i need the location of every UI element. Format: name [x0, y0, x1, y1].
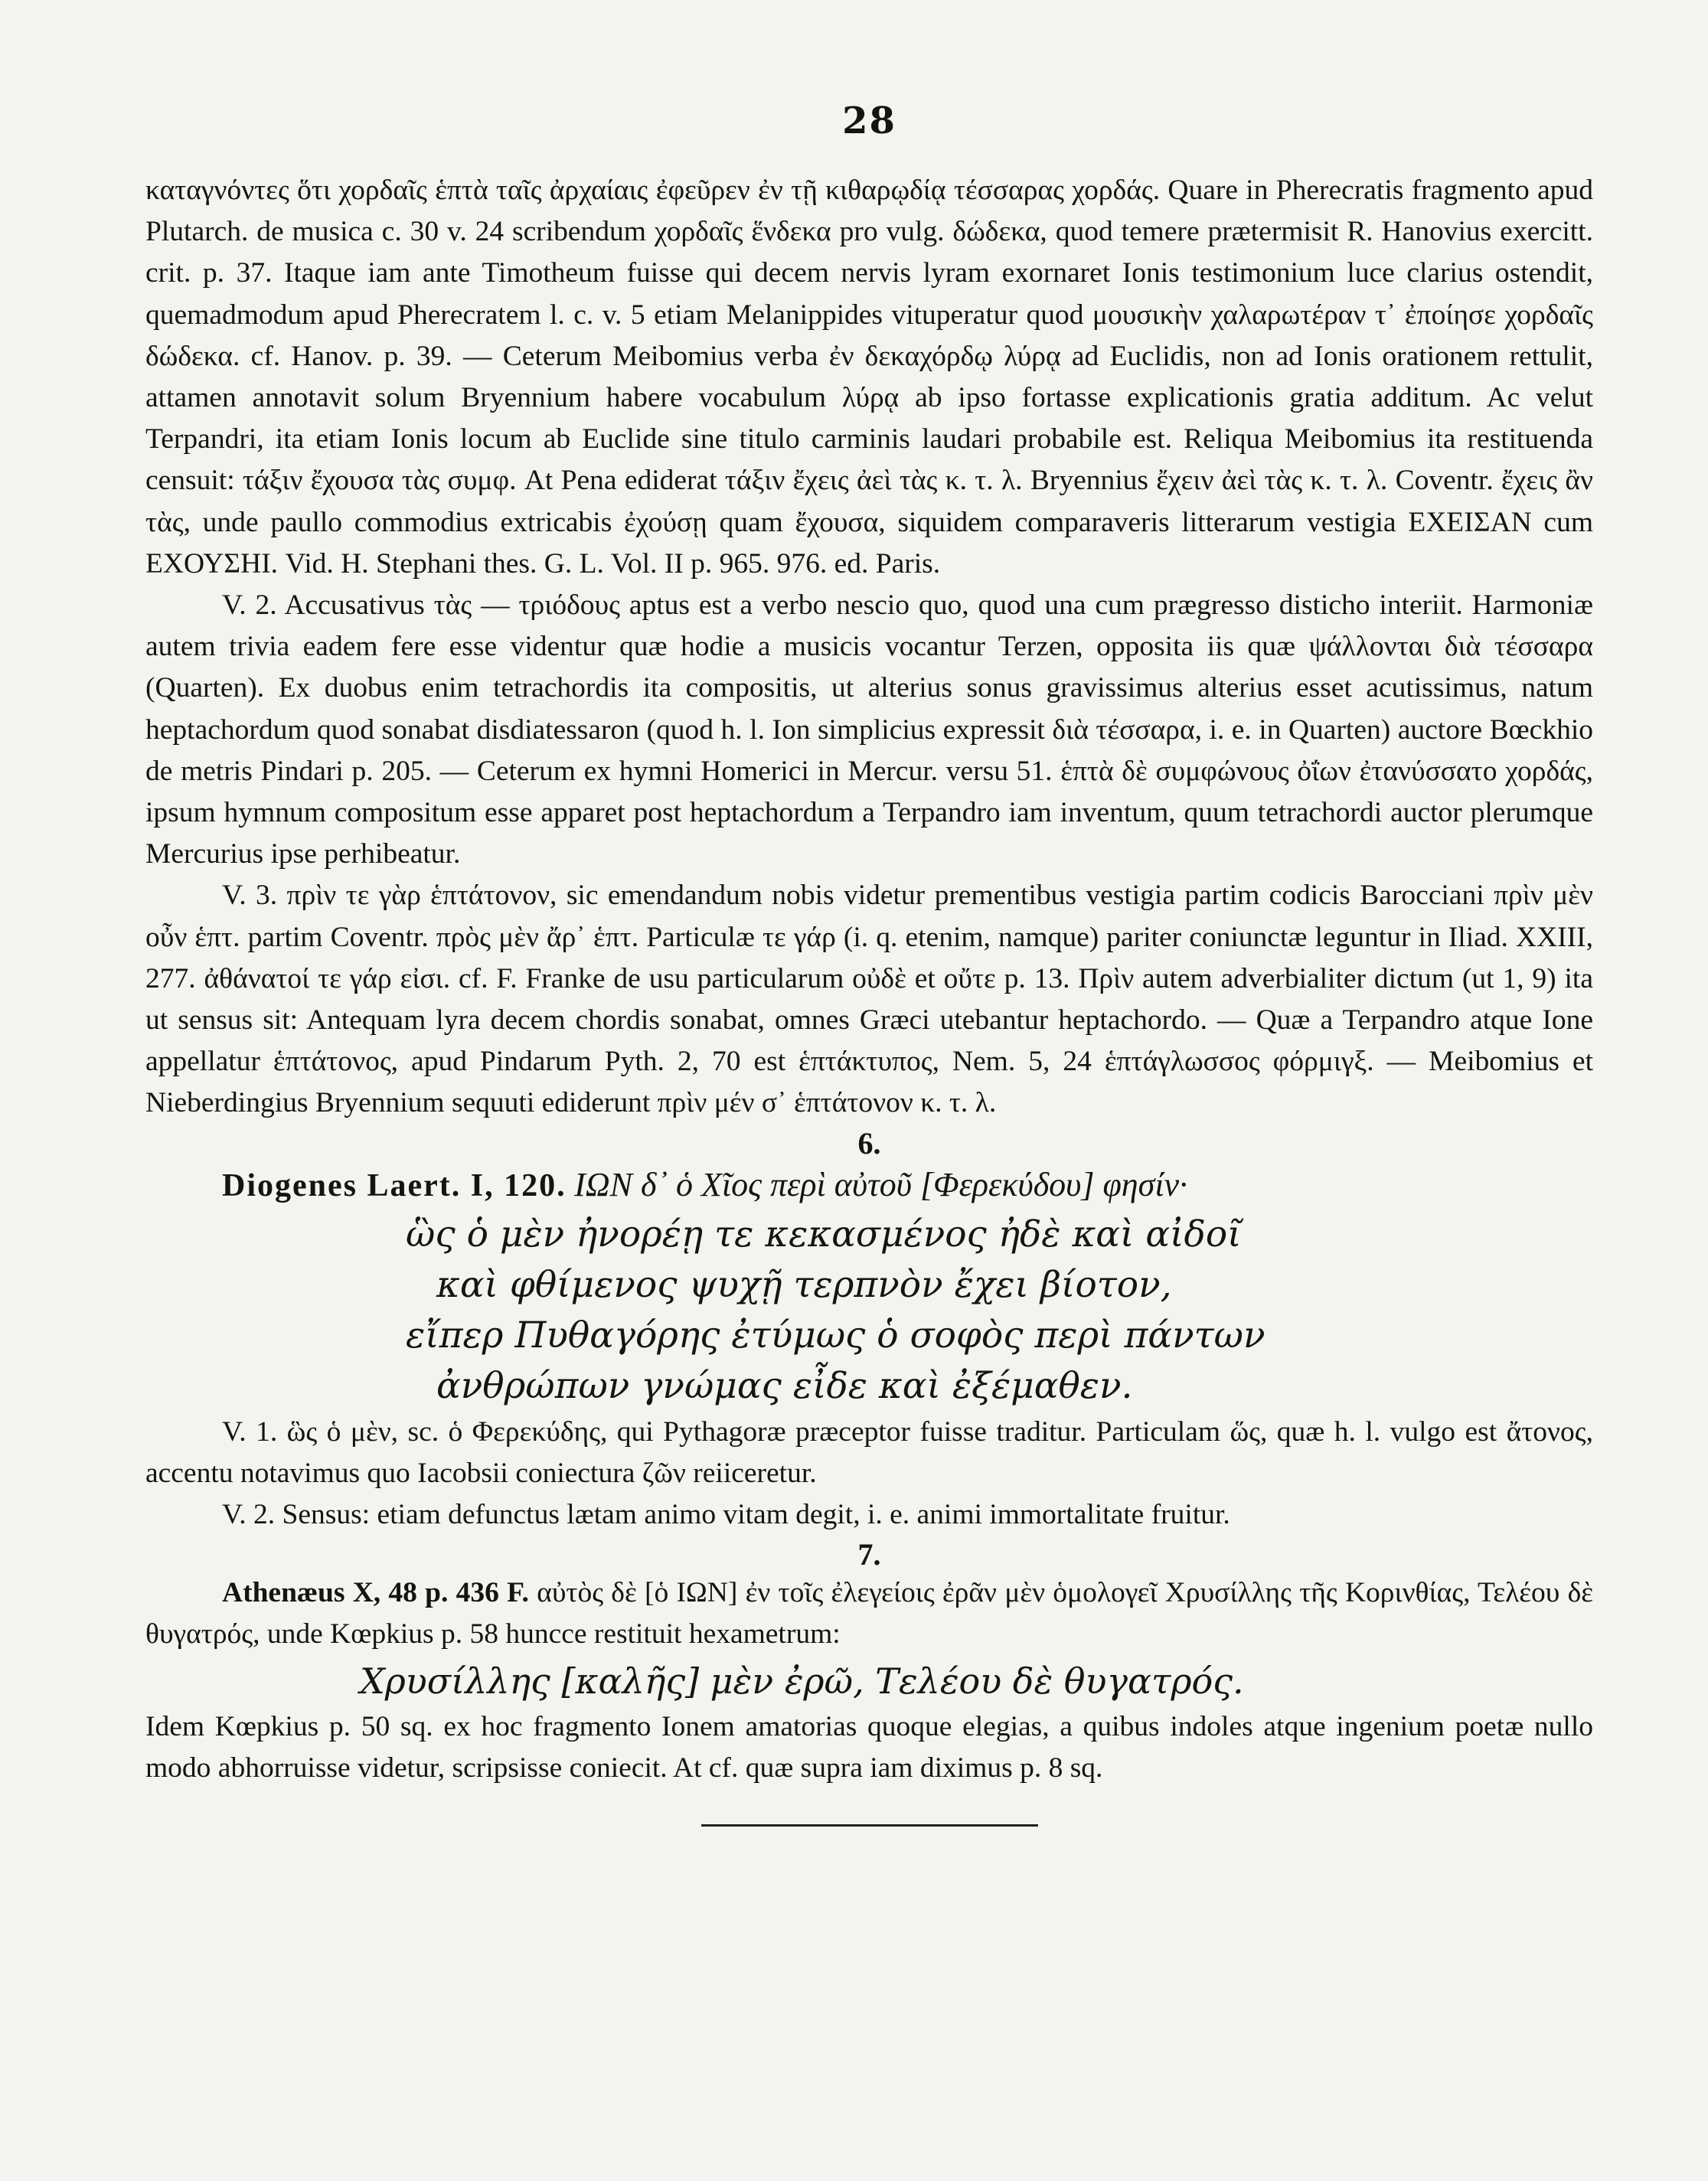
section-7-citation	[145, 1572, 1593, 1655]
page-number: 28	[842, 100, 896, 142]
section-6-note-2: V. 2. Sensus: etiam defunctus lætam animo vitam degit, i. e. animi immortalitate fruitur.	[222, 1499, 1230, 1531]
commentary-paragraph-1: καταγνόντες ὅτι χορδαῖς ἑπτὰ ταῖς ἀρχαίαις ἐφεῦρεν ἐν τῇ κιθαρῳδίᾳ τέσσαρας χορδάς. Quare in Pherecratis fragmento apud Plutarch. de musica c. 30 v. 24 scribendum χορδαῖς ἕνδεκα pro vulg. δώδεκα, quod temere prætermisit R. Hanovius exercitt. crit. p. 37. Itaque iam ante Timotheum fuisse qui decem nervis lyram exornaret Ionis testimonium luce clarius ostendit, quemadmodum apud Pherecratem l. c. v. 5 etiam Melanippides vituperatur quod μουσικὴν χαλαρωτέραν τ᾽ ἐποίησε χορδαῖς δώδεκα. cf. Hanov. p. 39. — Ceterum Meibomius verba ἐν δεκαχόρδῳ λύρᾳ ad Euclidis, non ad Ionis orationem rettulit, attamen annotavit solum Bryennium habere vocabulum λύρᾳ ab ipso fortasse explicationis gratia additum. Ac velut Terpandri, ita etiam Ionis locum ab Euclide sine titulo carminis laudari probabile est. Reliqua Meibomius ita restituenda censuit: τάξιν ἔχουσα τὰς συμφ. At Pena ediderat τάξιν ἔχεις ἀεὶ τὰς κ. τ. λ. Bryennius ἔχειν ἀεὶ τὰς κ. τ. λ. Coventr. ἔχεις ἂν τὰς, unde paullo commodius extricabis ἐχούσῃ quam ἔχουσα, siquidem comparaveris litterarum vestigia ΕΧΕΙΣΑΝ cum ΕΧΟΥΣΗΙ. Vid. H. Stephani thes. G. L. Vol. II p. 965. 976. ed. Paris.	[145, 175, 1593, 580]
section-6-greek-intro: ΙΩΝ δ᾽ ὁ Χῖος περὶ αὐτοῦ [Φερεκύδου] φησίν·	[574, 1165, 1188, 1203]
verse-line-4: ἀνθρώπων γνώμας εἶδε καὶ ἐξέμαθεν.	[436, 1364, 1133, 1407]
section-7-text: αὐτὸς δὲ [ὁ ΙΩΝ] ἐν τοῖς ἐλεγείοις ἐρᾶν μὲν ὁμολογεῖ Χρυσίλλης τῆς Κορινθίας, Τελέου δὲ θυγατρός, unde Kœpkius p. 58 huncce restituit hexametrum:	[145, 1577, 1594, 1650]
section-number-6: 6.	[857, 1125, 881, 1161]
section-7-verse: Χρυσίλλης [καλῆς] μὲν ἐρῶ, Τελέου δὲ θυγατρός.	[360, 1660, 1244, 1702]
commentary-paragraph-3: V. 3. πρὶν τε γὰρ ἑπτάτονον, sic emendandum nobis videtur prementibus vestigia partim codicis Barocciani πρὶν μὲν οὖν ἑπτ. partim Coventr. πρὸς μὲν ἄρ᾽ ἑπτ. Particulæ τε γάρ (i. q. etenim, namque) pariter coniunctæ leguntur in Iliad. XXIII, 277. ἀθάνατοί τε γάρ εἰσι. cf. F. Franke de usu particularum οὐδὲ et οὔτε p. 13. Πρὶν autem adverbialiter dictum (ut 1, 9) ita ut sensus sit: Antequam lyra decem chordis sonabat, omnes Græci utebantur heptachordo. — Quæ a Terpandro atque Ione appellatur ἑπτάτονος, apud Pindarum Pyth. 2, 70 est ἑπτάκτυπος, Nem. 5, 24 ἑπτάγλωσσος φόρμιγξ. — Meibomius et Nieberdingius Bryennium sequuti ediderunt πρὶν μέν σ᾽ ἑπτάτονον κ. τ. λ.	[145, 880, 1593, 1119]
verse-line-3: εἴπερ Πυθαγόρης ἐτύμως ὁ σοφὸς περὶ πάντων	[406, 1314, 1265, 1357]
section-6-source: Diogenes Laert. I, 120.	[222, 1167, 567, 1203]
closing-rule	[701, 1824, 1038, 1827]
commentary-paragraph-2: V. 2. Accusativus τὰς — τριόδους aptus est a verbo nescio quo, quod una cum prægresso disticho interiit. Harmoniæ autem trivia eadem fere esse videntur quæ hodie a musicis vocantur Terzen, opposita iis quæ ψάλλονται διὰ τέσσαρα (Quarten). Ex duobus enim tetrachordis ita compositis, ut alterius sonus gravissimus alterius esset acutissimus, natum heptachordum quod sonabat disdiatessaron (quod h. l. Ion simplicius expressit διὰ τέσσαρα, i. e. in Quarten) auctore Bœckhio de metris Pindari p. 205. — Ceterum ex hymni Homerici in Mercur. versu 51. ἑπτὰ δὲ συμφώνους ὀΐων ἐτανύσσατο χορδάς, ipsum hymnum compositum esse apparet post heptachordum a Terpandro iam inventum, quum tetrachordi auctor plerumque Mercurius ipse perhibeatur.	[145, 589, 1593, 870]
verse-line-2: καὶ φθίμενος ψυχῇ τερπνὸν ἔχει βίοτον,	[436, 1263, 1172, 1306]
section-number-7: 7.	[857, 1537, 881, 1572]
section-7-source: Athenæus X, 48 p. 436 F.	[222, 1577, 529, 1609]
verse-line-1: ὣς ὁ μὲν ἠνορέῃ τε κεκασμένος ἠδὲ καὶ αἰδοῖ	[406, 1213, 1242, 1255]
section-6-citation	[145, 1161, 1593, 1210]
section-7-note: Idem Kœpkius p. 50 sq. ex hoc fragmento Ionem amatorias quoque elegias, a quibus indoles atque ingenium poetæ nullo modo abhorruisse videtur, scripsisse coniecit. At cf. quæ supra iam diximus p. 8 sq.	[145, 1710, 1593, 1784]
section-6-note-1: V. 1. ὣς ὁ μὲν, sc. ὁ Φερεκύδης, qui Pythagoræ præceptor fuisse traditur. Particulam ὥς, quæ h. l. vulgo est ἄτονος, accentu notavimus quo Iacobsii coniectura ζῶν reiiceretur.	[145, 1415, 1593, 1489]
